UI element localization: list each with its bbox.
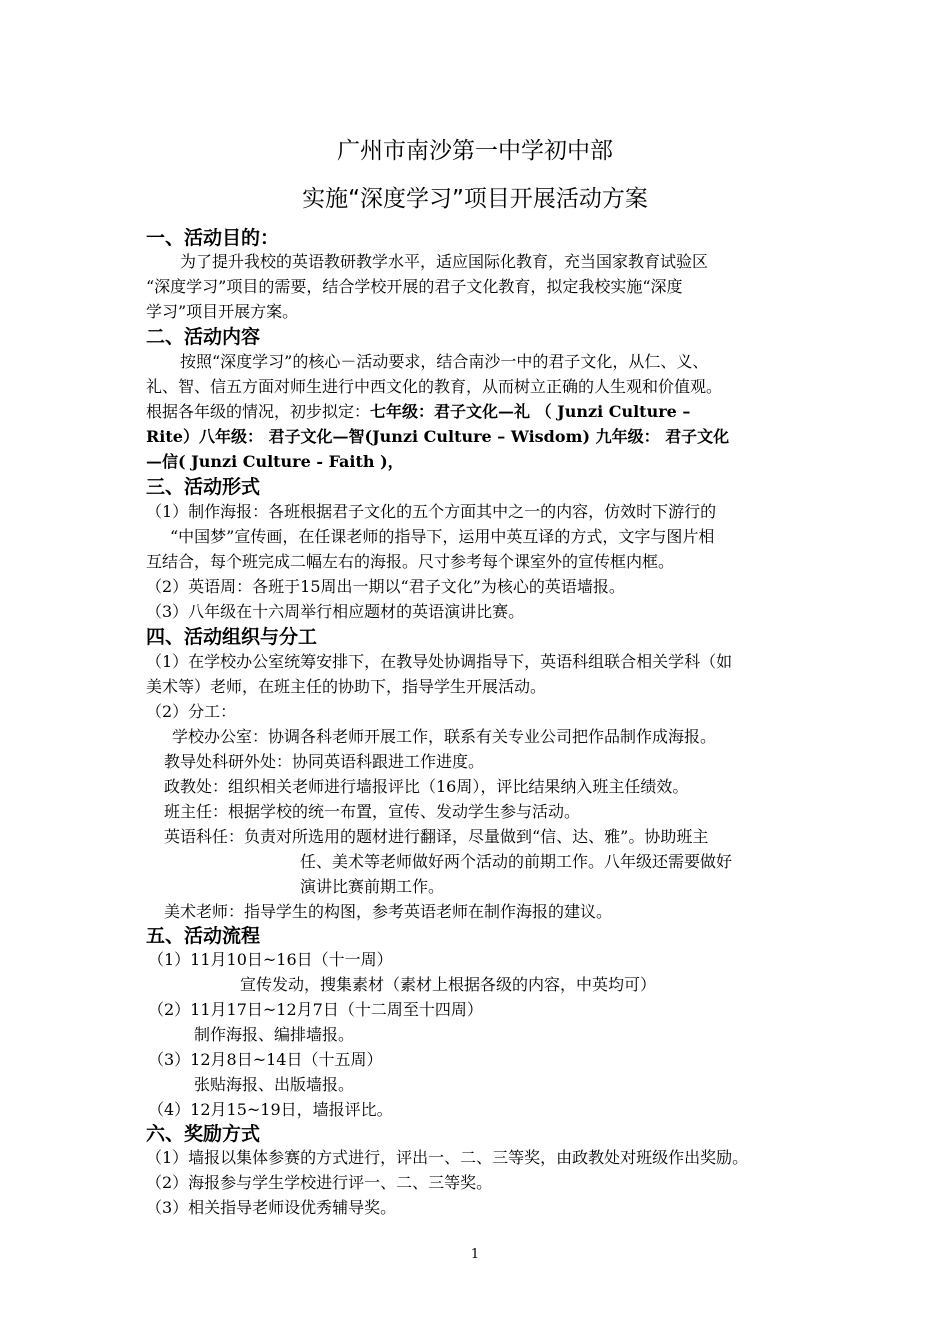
section2-line: 按照“深度学习”的核心－活动要求，结合南沙一中的君子文化，从仁、义、	[180, 352, 709, 371]
section6-line: （3）相关指导老师设优秀辅导奖。	[146, 1198, 397, 1217]
section5-step: （1）11月10日~16日（十一周）	[148, 950, 393, 969]
section5-step: （4）12月15~19日，墙报评比。	[148, 1100, 393, 1119]
section4-role-english: 英语科任：负责对所选用的题材进行翻译，尽量做到“信、达、雅”。协助班主	[164, 827, 709, 846]
section5-step: （2）11月17日~12月7日（十二周至十四周）	[148, 1000, 483, 1019]
section6-heading: 六、奖励方式	[146, 1123, 261, 1145]
section3-line: （1）制作海报：各班根据君子文化的五个方面其中之一的内容，仿效时下游行的	[146, 502, 717, 521]
section3-line: （2）英语周：各班于15周出一期以“君子文化”为核心的英语墙报。	[146, 577, 625, 596]
section3-line: 互结合，每个班完成二幅左右的海报。尺寸参考每个课室外的宣传框内框。	[146, 552, 675, 571]
section3-heading: 三、活动形式	[146, 476, 261, 498]
section4-line: （1）在学校办公室统筹安排下，在教导处协调指导下，英语科组联合相关学科（如	[146, 652, 733, 671]
section2-line: 礼、智、信五方面对师生进行中西文化的教育，从而树立正确的人生观和价值观。	[146, 377, 723, 396]
section2-heading: 二、活动内容	[146, 326, 261, 348]
document-title: 广州市南沙第一中学初中部	[337, 138, 613, 164]
section2-line-grades	[146, 400, 690, 424]
section2-grades-8-9: Rite）八年级： 君子文化—智(Junzi Culture – Wisdom) 九年级： 君子文化	[146, 427, 730, 446]
section4-role-headteacher: 班主任：根据学校的统一布置，宣传、发动学生参与活动。	[164, 802, 581, 821]
section5-step-detail: 宣传发动，搜集素材（素材上根据各级的内容，中英均可）	[240, 975, 657, 994]
section2-grade9-end: —信( Junzi Culture - Faith )，	[146, 452, 404, 471]
section4-heading: 四、活动组织与分工	[146, 626, 318, 648]
section6-line: （1）墙报以集体参赛的方式进行，评出一、二、三等奖，由政教处对班级作出奖励。	[146, 1148, 749, 1167]
page-number: 1	[470, 1247, 480, 1262]
section4-role-teaching: 教导处科研外处：协同英语科跟进工作进度。	[164, 752, 485, 771]
section5-step-detail: 制作海报、编排墙报。	[194, 1025, 355, 1044]
section3-line: “中国梦”宣传画，在任课老师的指导下，运用中英互译的方式，文字与图片相	[170, 527, 715, 546]
document-subtitle: 实施“深度学习”项目开展活动方案	[302, 186, 648, 212]
section5-step: （3）12月8日~14日（十五周）	[148, 1050, 383, 1069]
section4-role-english-cont: 任、美术等老师做好两个活动的前期工作。八年级还需要做好	[300, 852, 733, 871]
section1-line: 为了提升我校的英语教研教学水平，适应国际化教育，充当国家教育试验区	[180, 252, 709, 271]
section5-step-detail: 张贴海报、出版墙报。	[194, 1075, 355, 1094]
section4-role-art: 美术老师：指导学生的构图，参考英语老师在制作海报的建议。	[164, 902, 613, 921]
section4-role-english-cont: 演讲比赛前期工作。	[300, 877, 445, 896]
section4-role-political: 政教处：组织相关老师进行墙报评比（16周），评比结果纳入班主任绩效。	[164, 777, 689, 796]
section4-line: 美术等）老师，在班主任的协助下，指导学生开展活动。	[146, 677, 547, 696]
section1-heading: 一、活动目的：	[146, 227, 280, 249]
section6-line: （2）海报参与学生学校进行评一、二、三等奖。	[146, 1173, 493, 1192]
section2-grade7: 七年级：君子文化—礼 （ Junzi Culture –	[370, 402, 691, 421]
section2-line-grades-intro: 根据各年级的情况，初步拟定：	[146, 402, 371, 421]
section4-line: （2）分工：	[146, 702, 237, 721]
section4-role-office: 学校办公室：协调各科老师开展工作，联系有关专业公司把作品制作成海报。	[172, 727, 717, 746]
section3-line: （3）八年级在十六周举行相应题材的英语演讲比赛。	[146, 602, 525, 621]
section1-line: “深度学习”项目的需要，结合学校开展的君子文化教育，拟定我校实施“深度	[146, 277, 683, 296]
section5-heading: 五、活动流程	[146, 925, 261, 947]
section1-line: 学习”项目开展方案。	[146, 302, 299, 321]
